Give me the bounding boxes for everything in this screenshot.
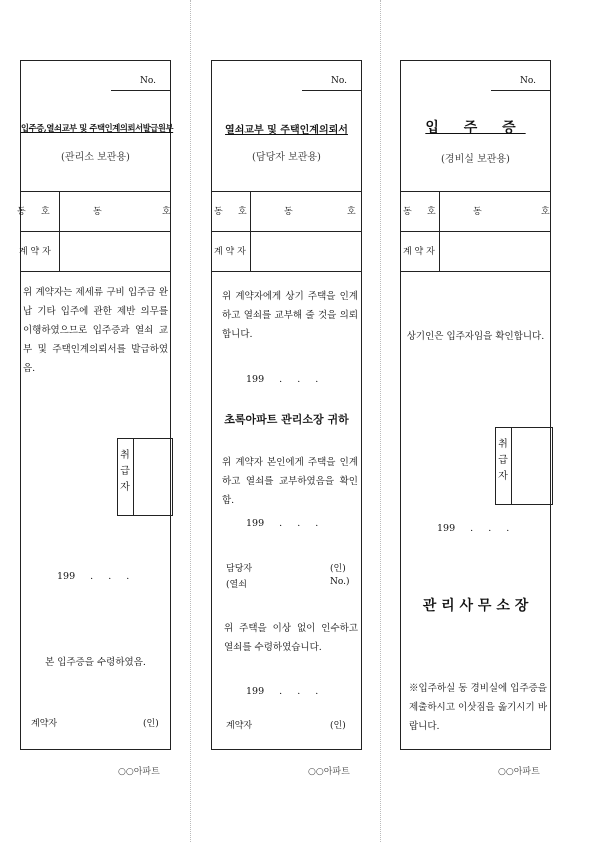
resident-confirmation: 상기인은 입주자임을 확인합니다. xyxy=(406,331,545,342)
form-number-line xyxy=(491,90,550,91)
receipt-statement: 위 주택을 이상 없이 인수하고 열쇠를 수령하였습니다. xyxy=(224,623,358,653)
form-footer: ○○아파트 xyxy=(498,767,540,777)
handover-request-statement: 위 계약자에게 상기 주택을 인계하고 열쇠를 교부해 줄 것을 의뢰합니다. xyxy=(222,291,358,340)
handover-confirmation: 위 계약자 본인에게 주택을 인계하고 열쇠를 교부하였음을 확인함. xyxy=(222,457,358,506)
dong-value-label: 동 xyxy=(284,207,293,217)
form-title: 입주증,열쇠교부 및 주택인계의뢰서발급원부 xyxy=(21,123,174,133)
key-number-label: No.) xyxy=(330,577,350,587)
divider xyxy=(212,231,361,232)
issue-date: 199 . . . xyxy=(57,571,130,582)
dong-label: 동 xyxy=(214,207,223,217)
contractor-label: 계 약 자 xyxy=(19,247,51,257)
handler-label: 취 급 자 xyxy=(498,439,508,482)
form-number-label: No. xyxy=(331,76,347,86)
seal-mark: (인) xyxy=(143,719,159,729)
form-subtitle: (경비실 보관용) xyxy=(441,154,510,165)
ho-label: 호 xyxy=(238,207,247,217)
divider xyxy=(21,271,170,272)
dong-value-label: 동 xyxy=(473,207,482,217)
dong-label: 동 xyxy=(17,207,26,217)
manager-seal-mark: (인) xyxy=(330,564,346,574)
form-title: 열쇠교부 및 주택인계의뢰서 xyxy=(225,125,348,136)
ho-value-label: 호 xyxy=(541,207,550,217)
handler-label: 취 급 자 xyxy=(120,450,130,493)
dong-value-label: 동 xyxy=(93,207,102,217)
signer-label: 계약자 xyxy=(31,719,58,729)
form-number-line xyxy=(302,90,361,91)
dong-label: 동 xyxy=(403,207,412,217)
form-title: 입 주 증 xyxy=(425,120,526,136)
form-number-label: No. xyxy=(520,76,536,86)
form-footer: ○○아파트 xyxy=(118,767,160,777)
divider xyxy=(21,191,170,192)
key-label: (열쇠 xyxy=(226,580,247,590)
recipient-line: 초록아파트 관리소장 귀하 xyxy=(224,413,349,426)
receipt-date: 199 . . . xyxy=(246,686,319,697)
seal-mark: (인) xyxy=(330,721,346,731)
form-subtitle: (담당자 보관용) xyxy=(252,152,321,163)
issuance-statement: 위 계약자는 제세류 구비 입주금 완납 기타 입주에 관한 제반 의무를 이행하였으므로 입주증과 열쇠 교부 및 주택인계의뢰서를 발급하였음. xyxy=(23,287,168,374)
confirmation-date: 199 . . . xyxy=(246,518,319,529)
divider xyxy=(401,191,550,192)
ho-label: 호 xyxy=(41,207,50,217)
move-in-notice: ※입주하실 동 경비실에 입주증을 제출하시고 이삿짐을 옮기시기 바랍니다. xyxy=(409,683,547,732)
divider xyxy=(21,231,170,232)
contractor-label: 계 약 자 xyxy=(214,247,246,257)
form-move-in-pass xyxy=(400,60,551,750)
form-key-handover-request xyxy=(211,60,362,750)
cut-line-left xyxy=(190,0,191,842)
handler-box-divider xyxy=(133,438,134,516)
form-management-ledger xyxy=(17,60,174,750)
receipt-statement: 본 입주증을 수령하였음. xyxy=(45,657,146,668)
ho-value-label: 호 xyxy=(162,207,171,217)
ho-label: 호 xyxy=(427,207,436,217)
manager-label: 담당자 xyxy=(226,564,253,574)
divider xyxy=(212,271,361,272)
cut-line-right xyxy=(380,0,381,842)
office-head-title: 관 리 사 무 소 장 xyxy=(422,598,529,614)
form-footer: ○○아파트 xyxy=(308,767,350,777)
issue-date: 199 . . . xyxy=(437,523,510,534)
divider xyxy=(401,231,550,232)
form-number-label: No. xyxy=(140,76,156,86)
request-date: 199 . . . xyxy=(246,374,319,385)
handler-box-divider xyxy=(511,427,512,505)
contractor-label: 계 약 자 xyxy=(403,247,435,257)
divider xyxy=(212,191,361,192)
signer-label: 계약자 xyxy=(226,721,253,731)
divider xyxy=(401,271,550,272)
form-subtitle: (관리소 보관용) xyxy=(61,152,130,163)
ho-value-label: 호 xyxy=(347,207,356,217)
form-number-line xyxy=(111,90,170,91)
